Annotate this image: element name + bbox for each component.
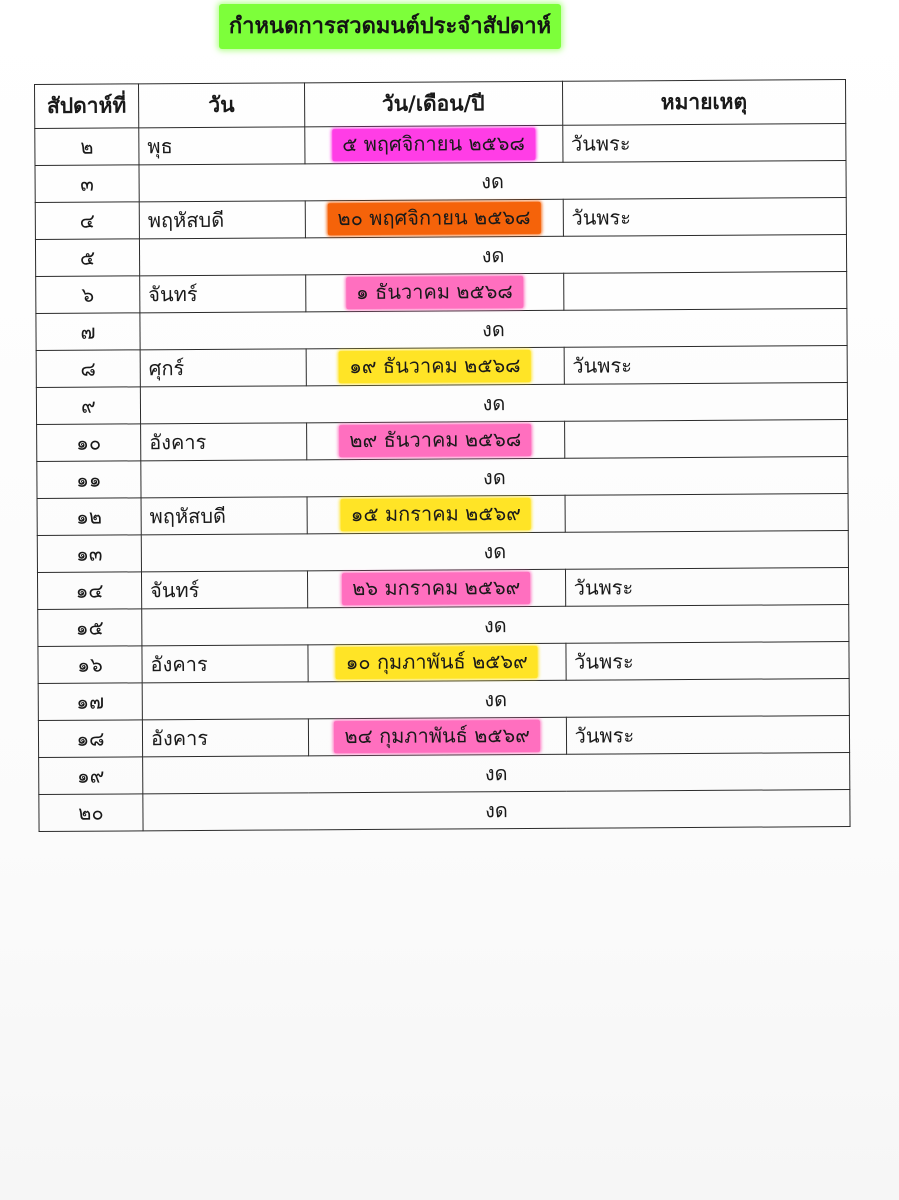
week-number-cell: ๖ xyxy=(36,276,140,314)
highlighted-date: ๕ พฤศจิกายน ๒๕๖๘ xyxy=(332,128,535,161)
date-cell xyxy=(306,347,564,386)
highlighted-date: ๑๕ มกราคม ๒๕๖๙ xyxy=(341,498,531,531)
note-cell xyxy=(563,272,847,311)
week-number-cell: ๓ xyxy=(35,165,139,203)
table-row xyxy=(37,420,848,462)
date-cell xyxy=(304,125,562,164)
week-number-cell: ๑๒ xyxy=(37,498,141,536)
week-number-cell: ๕ xyxy=(35,239,139,277)
table-row xyxy=(36,272,847,314)
table-row-skipped xyxy=(35,161,846,203)
day-cell: อังคาร xyxy=(142,719,308,757)
date-cell xyxy=(307,495,565,534)
day-cell: จันทร์ xyxy=(140,275,306,313)
week-number-cell: ๙ xyxy=(36,387,140,425)
week-number-cell: ๑๖ xyxy=(38,646,142,684)
prayer-schedule-table xyxy=(34,79,851,832)
header-note: หมายเหตุ xyxy=(562,80,846,126)
day-cell: อังคาร xyxy=(142,645,308,683)
highlighted-date: ๒๔ กุมภาพันธ์ ๒๕๖๙ xyxy=(334,720,540,753)
day-cell: จันทร์ xyxy=(141,571,307,609)
note-cell: วันพระ xyxy=(562,124,846,163)
note-cell: วันพระ xyxy=(565,568,849,607)
table-row-skipped xyxy=(35,235,846,277)
day-cell: อังคาร xyxy=(141,423,307,461)
header-day: วัน xyxy=(138,83,304,128)
week-number-cell: ๑๗ xyxy=(38,683,142,721)
note-cell: วันพระ xyxy=(566,716,850,755)
table-row xyxy=(37,568,848,610)
week-number-cell: ๑๓ xyxy=(37,535,141,573)
header-week: สัปดาห์ที่ xyxy=(35,84,139,129)
table-row xyxy=(35,198,846,240)
day-cell: พฤหัสบดี xyxy=(139,201,305,239)
week-number-cell: ๑๐ xyxy=(37,424,141,462)
date-cell xyxy=(305,273,563,312)
day-cell: ศุกร์ xyxy=(140,349,306,387)
skipped-cell: งด xyxy=(139,161,846,202)
table-row xyxy=(38,716,849,758)
table-row-skipped xyxy=(39,753,850,795)
highlighted-date: ๒๖ มกราคม ๒๕๖๙ xyxy=(342,572,530,605)
note-cell: วันพระ xyxy=(564,346,848,385)
table-row xyxy=(37,494,848,536)
skipped-cell: งด xyxy=(140,309,847,350)
highlighted-date: ๑ ธันวาคม ๒๕๖๘ xyxy=(346,276,523,309)
skipped-cell: งด xyxy=(140,383,847,424)
note-cell xyxy=(564,420,848,459)
date-cell xyxy=(307,569,565,608)
highlighted-date: ๒๙ ธันวาคม ๒๕๖๘ xyxy=(339,424,531,457)
date-cell xyxy=(308,643,566,682)
table-row-skipped xyxy=(38,605,849,647)
table-row-skipped xyxy=(36,309,847,351)
note-cell: วันพระ xyxy=(566,642,850,681)
week-number-cell: ๑๙ xyxy=(39,757,143,795)
day-cell: พฤหัสบดี xyxy=(141,497,307,535)
table-row-skipped xyxy=(37,457,848,499)
table-row xyxy=(35,124,846,166)
skipped-cell: งด xyxy=(141,457,848,498)
highlighted-date: ๑๙ ธันวาคม ๒๕๖๘ xyxy=(339,350,531,383)
page-title: กำหนดการสวดมนต์ประจำสัปดาห์ xyxy=(219,4,561,49)
table-row-skipped xyxy=(36,383,847,425)
week-number-cell: ๗ xyxy=(36,313,140,351)
week-number-cell: ๒ xyxy=(35,128,139,166)
day-cell: พุธ xyxy=(139,127,305,165)
note-cell xyxy=(565,494,849,533)
skipped-cell: งด xyxy=(143,790,850,831)
week-number-cell: ๑๕ xyxy=(38,609,142,647)
table-row-skipped xyxy=(37,531,848,573)
skipped-cell: งด xyxy=(141,531,848,572)
table-row-skipped xyxy=(39,790,850,832)
header-date: วัน/เดือน/ปี xyxy=(304,81,562,127)
table-row xyxy=(38,642,849,684)
table-row xyxy=(36,346,847,388)
week-number-cell: ๘ xyxy=(36,350,140,388)
skipped-cell: งด xyxy=(142,605,849,646)
skipped-cell: งด xyxy=(143,753,850,794)
highlighted-date: ๒๐ พฤศจิกายน ๒๕๖๘ xyxy=(327,202,540,235)
skipped-cell: งด xyxy=(142,679,849,720)
skipped-cell: งด xyxy=(139,235,846,276)
table-body xyxy=(35,124,850,832)
week-number-cell: ๔ xyxy=(35,202,139,240)
week-number-cell: ๑๑ xyxy=(37,461,141,499)
date-cell xyxy=(308,717,566,756)
week-number-cell: ๒๐ xyxy=(39,794,143,832)
note-cell: วันพระ xyxy=(563,198,847,237)
table-header-row xyxy=(35,80,846,129)
week-number-cell: ๑๘ xyxy=(38,720,142,758)
title-container xyxy=(218,8,562,44)
date-cell xyxy=(306,421,564,460)
date-cell xyxy=(305,199,563,238)
highlighted-date: ๑๐ กุมภาพันธ์ ๒๕๖๙ xyxy=(336,646,538,679)
table-row-skipped xyxy=(38,679,849,721)
week-number-cell: ๑๔ xyxy=(37,572,141,610)
